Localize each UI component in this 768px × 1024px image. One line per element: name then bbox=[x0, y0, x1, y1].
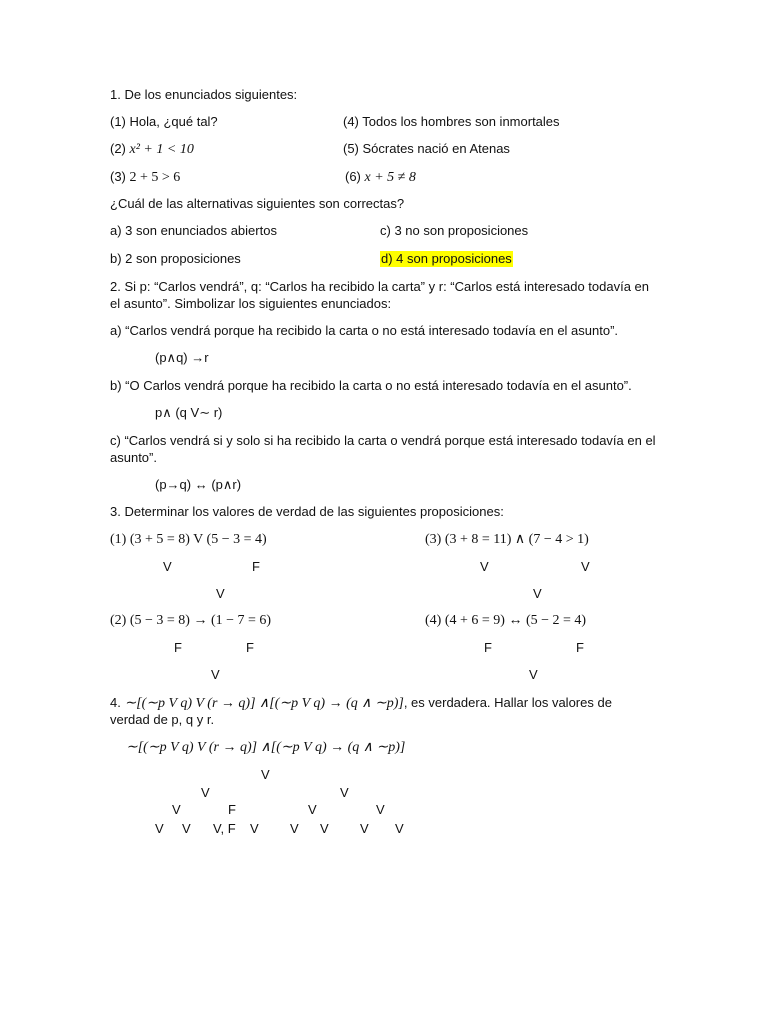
q3-p2-value-2: F bbox=[246, 640, 254, 655]
q3-p3-value-1: V bbox=[480, 559, 489, 574]
q3-proposition-1: (1) (3 + 5 = 8) V (5 − 3 = 4) bbox=[110, 532, 267, 547]
q1-s6-prefix: (6) bbox=[345, 169, 361, 184]
q2-b-symbol: p∧ (q V∼ r) bbox=[155, 405, 223, 420]
q4-line-2: verdad de p, q y r. bbox=[110, 712, 215, 727]
q4-tree-row4-1: V bbox=[155, 821, 164, 836]
q4-statement bbox=[110, 695, 612, 712]
q1-s6-expr: x + 5 ≠ 8 bbox=[364, 170, 416, 185]
q4-tree-row3-2: F bbox=[228, 802, 236, 817]
q4-expression-repeated: ∼[(∼p V q) V (r → q)] ∧[(∼p V q) → (q ∧ ∼p)] bbox=[126, 740, 406, 755]
q4-tree-row4-4: V bbox=[250, 821, 259, 836]
q2-a-symbol: (p∧q) →r bbox=[155, 350, 209, 365]
q4-tree-row4-6: V bbox=[320, 821, 329, 836]
q4-tree-row1-1: V bbox=[261, 767, 270, 782]
q4-tree-row4-3: V, F bbox=[213, 821, 236, 836]
q3-p4-result: V bbox=[529, 667, 538, 682]
q3-proposition-2: (2) (5 − 3 = 8) → (1 − 7 = 6) bbox=[110, 613, 272, 628]
q1-statement-1: (1) Hola, ¿qué tal? bbox=[110, 114, 218, 129]
q1-s3-expr: 2 + 5 > 6 bbox=[129, 170, 181, 185]
q4-tree-row3-3: V bbox=[308, 802, 317, 817]
q1-s2-prefix: (2) bbox=[110, 141, 126, 156]
q3-proposition-4: (4) (4 + 6 = 9) ↔ (5 − 2 = 4) bbox=[425, 613, 587, 628]
q4-tree-row2-2: V bbox=[340, 785, 349, 800]
q2-c-text: c) “Carlos vendrá si y solo si ha recibido la carta o vendrá porque está interesado todavía en el asunto”. bbox=[110, 433, 656, 465]
q3-p1-result: V bbox=[216, 586, 225, 601]
q1-statement-2 bbox=[110, 141, 194, 158]
q1-statement-4: (4) Todos los hombres son inmortales bbox=[343, 114, 560, 129]
q3-p1-value-2: F bbox=[252, 559, 260, 574]
q3-p3-result: V bbox=[533, 586, 542, 601]
q2-intro: 2. Si p: “Carlos vendrá”, q: “Carlos ha recibido la carta” y r: “Carlos está interesado todavía en el asunto”. Simbolizar los siguientes enunciados: bbox=[110, 279, 650, 311]
q4-tree-row4-7: V bbox=[360, 821, 369, 836]
q3-p2-result: V bbox=[211, 667, 220, 682]
q1-statement-6 bbox=[345, 169, 416, 186]
q3-p4-value-1: F bbox=[484, 640, 492, 655]
q4-tree-row4-5: V bbox=[290, 821, 299, 836]
q4-tree-row3-1: V bbox=[172, 802, 181, 817]
q1-option-d-highlighted: d) 4 son proposiciones bbox=[381, 251, 512, 266]
q4-tree-row4-8: V bbox=[395, 821, 404, 836]
q1-statement-3 bbox=[110, 169, 180, 186]
q2-a-text: a) “Carlos vendrá porque ha recibido la carta o no está interesado todavía en el asunto”. bbox=[110, 323, 619, 338]
q1-statement-5: (5) Sócrates nació en Atenas bbox=[343, 141, 510, 156]
q1-s3-prefix: (3) bbox=[110, 169, 126, 184]
q4-tree-row4-2: V bbox=[182, 821, 191, 836]
q4-prefix: 4. bbox=[110, 695, 121, 710]
q3-p4-value-2: F bbox=[576, 640, 584, 655]
q4-tree-row2-1: V bbox=[201, 785, 210, 800]
q3-p2-value-1: F bbox=[174, 640, 182, 655]
q3-proposition-3: (3) (3 + 8 = 11) ∧ (7 − 4 > 1) bbox=[425, 532, 589, 547]
q1-option-c: c) 3 no son proposiciones bbox=[380, 223, 529, 238]
q1-option-b: b) 2 son proposiciones bbox=[110, 251, 241, 266]
q4-suffix: , es verdadera. Hallar los valores de bbox=[403, 695, 612, 710]
q3-p3-value-2: V bbox=[581, 559, 590, 574]
q2-b-text: b) “O Carlos vendrá porque ha recibido la carta o no está interesado todavía en el asunto”. bbox=[110, 378, 632, 393]
q1-title: 1. De los enunciados siguientes: bbox=[110, 87, 298, 102]
q4-expression: ∼[(∼p V q) V (r → q)] ∧[(∼p V q) → (q ∧ ∼p)] bbox=[124, 696, 404, 711]
q1-question: ¿Cuál de las alternativas siguientes son correctas? bbox=[110, 196, 405, 211]
q1-option-a: a) 3 son enunciados abiertos bbox=[110, 223, 277, 238]
q1-s2-expr: x² + 1 < 10 bbox=[129, 142, 194, 157]
q3-p1-value-1: V bbox=[163, 559, 172, 574]
q4-tree-row3-4: V bbox=[376, 802, 385, 817]
q2-c-symbol: (p→q) ↔ (p∧r) bbox=[155, 477, 242, 492]
q3-title: 3. Determinar los valores de verdad de las siguientes proposiciones: bbox=[110, 504, 504, 519]
